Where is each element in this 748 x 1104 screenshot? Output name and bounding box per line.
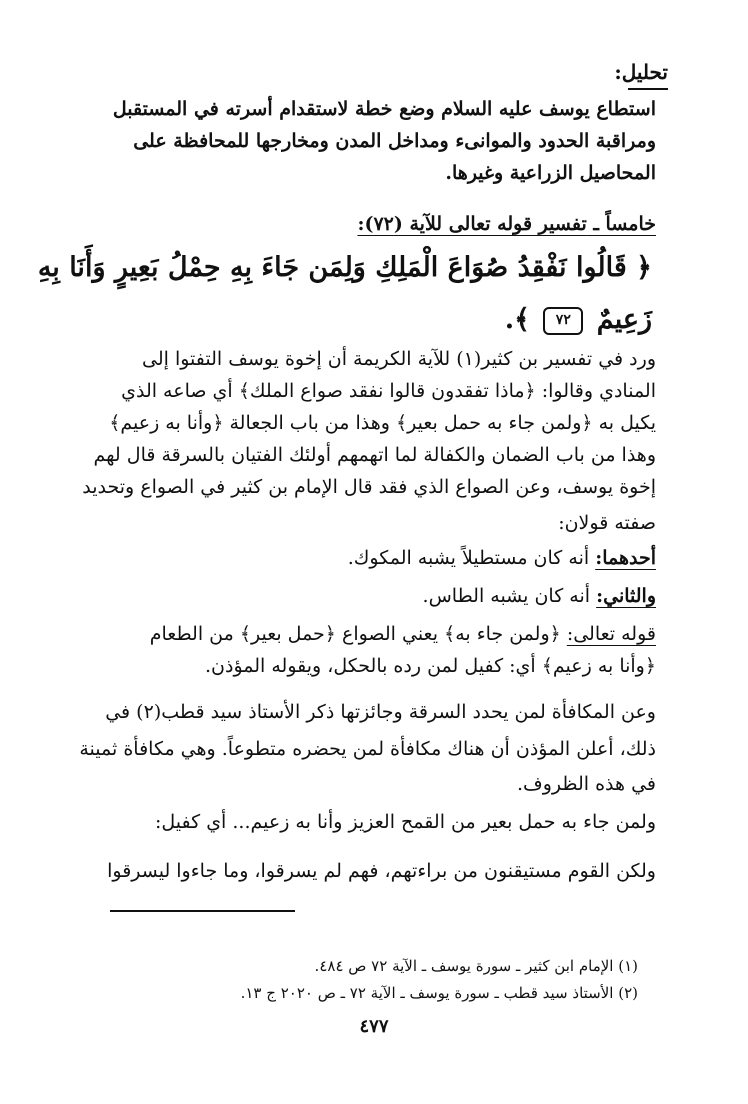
paragraph3-line1: [150, 620, 656, 648]
section-label: خامساً ـ: [593, 213, 656, 235]
footnote-separator: [110, 910, 295, 912]
running-header: تحليل:: [614, 60, 668, 84]
quran-verse-line2: [505, 300, 652, 340]
paragraph1-line3: المحاصيل الزراعية وغيرها.: [445, 162, 656, 184]
paragraph1-line1: استطاع يوسف عليه السلام وضع خطة لاستقدام أسرته في المستقبل: [112, 98, 656, 120]
footnote-1: (١) الإمام ابن كثير ـ سورة يوسف ـ الآية ٧٢ ص ٤٨٤.: [314, 957, 638, 975]
paragraph3-text1: ﴿ولمن جاء به﴾ يعني الصواع ﴿حمل بعير﴾ من الطعام: [149, 623, 561, 645]
paragraph4-line3: في هذه الظروف.: [517, 773, 656, 795]
ayah-number-badge: ٧٢: [543, 307, 583, 335]
paragraph2-line6: صفته قولان:: [558, 512, 656, 534]
opinion-second-text: أنه كان يشبه الطاس.: [422, 585, 591, 607]
paragraph1-line2: ومراقبة الحدود والموانىء ومداخل المدن ومخارجها للمحافظة على: [133, 130, 656, 152]
header-rule: [628, 88, 668, 90]
paragraph3-label: قوله تعالى:: [566, 623, 656, 645]
paragraph5-line1: ولمن جاء به حمل بعير من القمح العزيز وأنا به زعيم... أي كفيل:: [154, 811, 656, 833]
page-number: ٤٧٧: [359, 1016, 389, 1037]
paragraph2-line3: يكيل به ﴿ولمن جاء به حمل بعير﴾ وهذا من باب الجعالة ﴿وأنا به زعيم﴾: [109, 412, 656, 434]
quran-verse-line1: ﴿ قَالُوا نَفْقِدُ صُوَاعَ الْمَلِكِ وَلِمَن جَاءَ بِهِ حِمْلُ بَعِيرٍ وَأَنَا بِهِ: [37, 252, 652, 283]
paragraph5-line2: ولكن القوم مستيقنون من براءتهم، فهم لم يسرقوا، وما جاءوا ليسرقوا: [107, 860, 656, 882]
opinion-first-label: أحدهما:: [595, 547, 656, 569]
opinion-second: [423, 582, 656, 610]
paragraph2-line2: المنادي وقالوا: ﴿ماذا تفقدون قالوا نفقد صواع الملك﴾ أي صاعه الذي: [121, 380, 656, 402]
paragraph2-line4: وهذا من باب الضمان والكفالة لما اتهمهم أولئك الفتيان بالسرقة قال لهم: [93, 444, 656, 466]
paragraph3-line2: ﴿وأنا به زعيم﴾ أي: كفيل لمن رده بالحكل، ويقوله المؤذن.: [204, 655, 656, 677]
paragraph4-line1: وعن المكافأة لمن يحدد السرقة وجائزتها ذكر الأستاذ سيد قطب(٢) في: [105, 701, 656, 723]
opinion-first: [348, 544, 656, 572]
opinion-second-label: والثاني:: [596, 585, 656, 607]
footnote-2: (٢) الأستاذ سيد قطب ـ سورة يوسف ـ الآية ٧٢ ـ ص ٢٠٢٠ ج ١٣.: [240, 984, 638, 1002]
section-title: تفسير قوله تعالى للآية (٧٢):: [357, 213, 587, 235]
paragraph2-line5: إخوة يوسف، وعن الصواع الذي فقد قال الإمام بن كثير في الصواع وتحديد: [82, 476, 656, 498]
paragraph2-line1: ورد في تفسير بن كثير(١) للآية الكريمة أن إخوة يوسف التفتوا إلى: [142, 348, 656, 370]
quran-verse-end-word: زَعِيمٌ: [596, 304, 652, 335]
section-heading: [357, 210, 656, 238]
opinion-first-text: أنه كان مستطيلاً يشبه المكوك.: [347, 547, 590, 569]
paragraph4-line2: ذلك، أعلن المؤذن أن هناك مكافأة لمن يحضره متطوعاً. وهي مكافأة ثمينة: [79, 738, 656, 760]
quran-close-bracket: ﴾.: [504, 304, 530, 335]
